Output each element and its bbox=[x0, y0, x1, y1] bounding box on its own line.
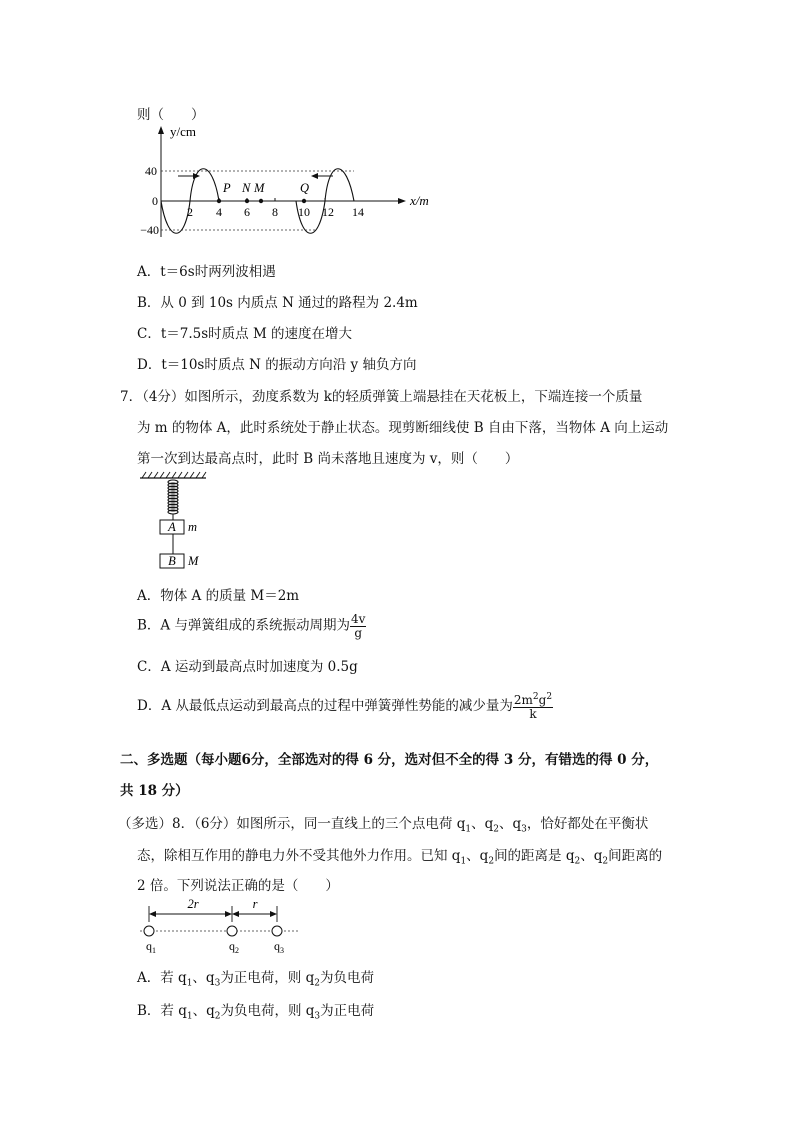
energy-num-sup-2: 2 bbox=[546, 692, 553, 702]
period-denominator: g bbox=[354, 625, 363, 640]
q7-line-3: 第一次到达最高点时，此时 B 尚未落地且速度为 v，则（ ） bbox=[137, 451, 519, 467]
q8-opt-b-2: 、q bbox=[192, 1003, 215, 1019]
charge-q2 bbox=[227, 926, 237, 936]
q8-opt-a-1: A．若 q bbox=[137, 970, 187, 986]
y-tick-40: 40 bbox=[145, 164, 157, 178]
sub: 1 bbox=[186, 978, 193, 989]
x-tick-2: 2 bbox=[187, 205, 193, 219]
q7-line-1: 7．（4分）如图所示，劲度系数为 k的轻质弹簧上端悬挂在天花板上，下端连接一个质量 bbox=[120, 389, 643, 405]
spring bbox=[168, 480, 178, 514]
label-N: N bbox=[242, 181, 251, 195]
energy-fraction bbox=[513, 693, 553, 720]
q8-opt-b-3: 为负电荷，则 q bbox=[220, 1003, 315, 1019]
sub: 2 bbox=[214, 1011, 221, 1022]
point-P bbox=[217, 199, 221, 203]
y-tick-neg40: −40 bbox=[140, 223, 159, 237]
section2-heading-2: 共 18 分） bbox=[120, 783, 189, 799]
energy-denominator: k bbox=[529, 706, 537, 721]
q8-line1-b: 、q bbox=[471, 816, 494, 832]
point-M bbox=[259, 199, 263, 203]
sub: 2 bbox=[314, 978, 320, 989]
label-P: P bbox=[223, 181, 231, 195]
sub: 2 bbox=[574, 856, 581, 867]
wave-graph bbox=[128, 122, 448, 242]
q6-option-b: B．从 0 到 10s 内质点 N 通过的路程为 2.4m bbox=[137, 295, 418, 311]
x-tick-6: 6 bbox=[244, 205, 250, 219]
q8-line-3: 2 倍。下列说法正确的是（ ） bbox=[137, 878, 339, 894]
x-axis-label: x/m bbox=[410, 193, 429, 208]
q6-option-a: A．t＝6s时两列波相遇 bbox=[137, 264, 276, 280]
label-q1: $q_1$ bbox=[146, 939, 156, 955]
sub: 3 bbox=[214, 978, 221, 989]
sub: 3 bbox=[521, 824, 527, 835]
q7-line-2: 为 m 的物体 A，此时系统处于静止状态。现剪断细线使 B 自由下落，当物体 A 向上运动 bbox=[137, 420, 669, 436]
charge-q3 bbox=[272, 926, 282, 936]
y-axis-label: y/cm bbox=[170, 124, 196, 139]
x-tick-14: 14 bbox=[352, 205, 364, 219]
energy-num-part-b: g bbox=[538, 693, 547, 707]
sub: 2 bbox=[602, 856, 609, 867]
q8-opt-a-3: 为正电荷，则 q bbox=[220, 970, 315, 986]
q8-line2-c: 间的距离是 q bbox=[494, 848, 575, 864]
q8-line2-b: 、q bbox=[466, 848, 489, 864]
point-Q bbox=[302, 199, 306, 203]
x-tick-10: 10 bbox=[298, 205, 310, 219]
label-M: M bbox=[254, 181, 265, 195]
q8-line1-d: ，恰好都处在平衡状 bbox=[526, 816, 649, 832]
q8-opt-a-2: 、q bbox=[192, 970, 215, 986]
q8-line2-e: 间距离的 bbox=[608, 848, 663, 864]
period-numerator: 4v bbox=[350, 612, 366, 626]
energy-num-sup-1: 2 bbox=[532, 692, 539, 702]
sub: 2 bbox=[488, 856, 495, 867]
q6-option-d: D．t＝10s时质点 N 的振动方向沿 y 轴负方向 bbox=[137, 357, 417, 373]
sub: 1 bbox=[186, 1011, 193, 1022]
charge-q1 bbox=[144, 926, 154, 936]
q8-opt-b-1: B．若 q bbox=[137, 1003, 187, 1019]
mass-b-label: M bbox=[188, 554, 199, 568]
dist-r: r bbox=[252, 898, 258, 911]
label-q3: $q_3$ bbox=[274, 939, 284, 955]
sub: 1 bbox=[465, 824, 472, 835]
charges-figure bbox=[138, 898, 308, 956]
q7-option-d-text: D．A 从最低点运动到最高点的过程中弹簧弹性势能的减少量为 bbox=[137, 698, 513, 715]
sub: 1 bbox=[460, 856, 467, 867]
q8-line2-d: 、q bbox=[580, 848, 603, 864]
q6-option-c: C．t＝7.5s时质点 M 的速度在增大 bbox=[137, 326, 353, 342]
y-axis-arrow bbox=[158, 126, 164, 134]
period-fraction bbox=[350, 613, 366, 639]
y-tick-0: 0 bbox=[152, 194, 158, 208]
q7-option-d bbox=[137, 693, 553, 720]
energy-numerator bbox=[513, 693, 553, 708]
q8-line-2 bbox=[137, 844, 662, 867]
sub: 2 bbox=[493, 824, 499, 835]
label-Q: Q bbox=[300, 181, 310, 195]
q8-line1-a: （多选）8．（6分）如图所示，同一直线上的三个点电荷 q bbox=[118, 816, 466, 832]
x-axis-arrow bbox=[398, 198, 406, 204]
q7-option-b bbox=[137, 613, 366, 639]
box-a-label: A bbox=[168, 520, 176, 534]
q8-line-1 bbox=[118, 812, 648, 835]
mass-a-label: m bbox=[188, 520, 198, 534]
sub: 3 bbox=[314, 1011, 321, 1022]
section2-heading-1: 二、多选题（每小题6分，全部选对的得 6 分，选对但不全的得 3 分，有错选的得 0 分， bbox=[120, 752, 659, 768]
q8-line1-c: 、q bbox=[499, 816, 522, 832]
q7-option-a: A．物体 A 的质量 M＝2m bbox=[137, 588, 300, 604]
box-b-label: B bbox=[168, 554, 176, 568]
q8-option-b bbox=[137, 999, 374, 1022]
q7-option-c: C．A 运动到最高点时加速度为 0.5g bbox=[137, 659, 358, 675]
ceiling-hatch bbox=[142, 472, 206, 478]
q8-opt-a-4: 为负电荷 bbox=[319, 970, 374, 986]
q6-stem-end: 则（ ） bbox=[137, 107, 205, 123]
q7-option-b-text: B．A 与弹簧组成的系统振动周期为 bbox=[137, 617, 350, 634]
dist-2r: 2r bbox=[187, 898, 199, 911]
x-tick-4: 4 bbox=[216, 205, 222, 219]
spring-figure bbox=[136, 468, 216, 574]
q8-opt-b-4: 为正电荷 bbox=[320, 1003, 375, 1019]
x-tick-12: 12 bbox=[322, 205, 334, 219]
q8-option-a bbox=[137, 966, 374, 989]
x-tick-8: 8 bbox=[272, 205, 278, 219]
label-q2: $q_2$ bbox=[229, 939, 239, 955]
q8-line2-a: 态，除相互作用的静电力外不受其他外力作用。已知 q bbox=[137, 848, 461, 864]
point-N bbox=[245, 199, 249, 203]
energy-num-part-a: 2m bbox=[513, 693, 533, 707]
